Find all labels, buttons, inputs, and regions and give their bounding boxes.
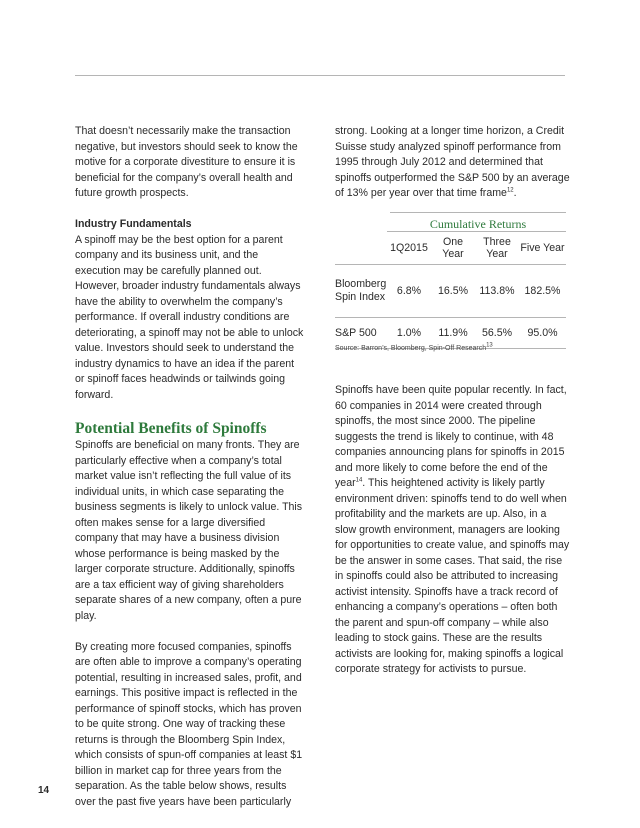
paragraph-industry: A spinoff may be the best option for a parent company and its business unit, and the execution may be carefully planned out. However, broader industry fundamentals always have the ability to overwhelm the company’s performance. If overall industry conditions are deteriorating, a spinoff may not be able to unlock value. Investors should seek to understand the industry dynamics to have an idea if the parent or spinoff faces headwinds or tailwinds going forward. — [75, 233, 304, 401]
header-rule — [75, 75, 565, 76]
row-label: S&P 500 — [335, 318, 387, 349]
header-blank — [335, 232, 387, 265]
table-row — [335, 318, 566, 349]
paragraph-credit-suisse: strong. Looking at a longer time horizon, a Credit Suisse study analyzed spinoff performance from 1995 through July 2012 and determined that spinoffs outperformed the S&P 500 by an average of 13% per year over that time frame$^{12}$. — [335, 125, 570, 199]
right-column-top — [335, 124, 570, 202]
paragraph-benefits: Spinoffs are beneficial on many fronts. They are particularly effective when a company’s total market value isn’t reflecting the full value of its individual units, in which case separating the business segments is likely to unlock value. This often makes sense for a large diversified company that may have a business division whose performance is being masked by the larger corporate structure. Additionally, spinoffs are a tax efficient way of giving shareholders separate shares of a new company, often a pure play. — [75, 439, 303, 622]
section-title-benefits: Potential Benefits of Spinoffs — [75, 420, 267, 437]
table-source: Source: Barron’s, Bloomberg, Spin-Off Research$^{13}$ — [335, 342, 493, 352]
footnote-ref: 13 — [486, 342, 493, 349]
table-cell: 16.5% — [431, 265, 475, 318]
left-column — [75, 124, 305, 810]
cumulative-returns-table — [335, 212, 566, 349]
returns-table — [335, 231, 566, 349]
row-label: Bloomberg Spin Index — [335, 265, 387, 318]
page-number: 14 — [38, 785, 50, 796]
table-cell: 6.8% — [387, 265, 431, 318]
table-cell: 113.8% — [475, 265, 519, 318]
header-1q2015: 1Q2015 — [387, 232, 431, 265]
right-column-bottom — [335, 383, 570, 678]
header-three-year: Three Year — [475, 232, 519, 265]
table-cell: 95.0% — [519, 318, 566, 349]
paragraph-divestiture: That doesn’t necessarily make the transaction negative, but investors should seek to know the motive for a corporate divestiture to ensure it is beneficial for the company’s overall health and future growth prospects. — [75, 125, 298, 199]
header-five-year: Five Year — [519, 232, 566, 265]
industry-fundamentals-heading: Industry Fundamentals — [75, 218, 192, 230]
table-cell: 11.9% — [431, 318, 475, 349]
table-cell: 182.5% — [519, 265, 566, 318]
footnote-ref: 12 — [506, 187, 514, 194]
footnote-ref: 14 — [355, 477, 363, 484]
paragraph-popularity: Spinoffs have been quite popular recently. In fact, 60 companies in 2014 were created through spinoffs, the most since 2000. The pipeline suggests the trend is likely to continue, with 48 companies announcing plans for spinoffs in 2015 and more likely to come before the end of the year$^{14}$. This heightened activity is likely partly environment driven: spinoffs tend to do well when profitability and the markets are up. Also, in a slow growth environment, managers are looking for opportunities to create value, and spinoffs may be the answer in some cases. That said, the rise in spinoffs could also be attributed to increasing activist intensity. Spinoffs have a track record of enhancing a company’s operations – often both the parent and spun-off company – while also leading to stock gains. These are the results activists are looking for, making spinoffs a logical corporate strategy for activists to pursue. — [335, 384, 570, 675]
paragraph-focused-companies: By creating more focused companies, spinoffs are often able to improve a company’s operating potential, resulting in increased sales, profit, and earnings. This positive impact is reflected in the performance of spinoff stocks, which has proven to be quite strong. One way of tracking these returns is through the Bloomberg Spin Index, which consists of spun-off companies at least $1 billion in market cap for three years from the separation. As the table below shows, results over the past five years have been particularly — [75, 640, 303, 808]
table-row — [335, 265, 566, 318]
table-title: Cumulative Returns — [390, 212, 566, 231]
table-cell: 56.5% — [475, 318, 519, 349]
table-cell: 1.0% — [387, 318, 431, 349]
header-one-year: One Year — [431, 232, 475, 265]
